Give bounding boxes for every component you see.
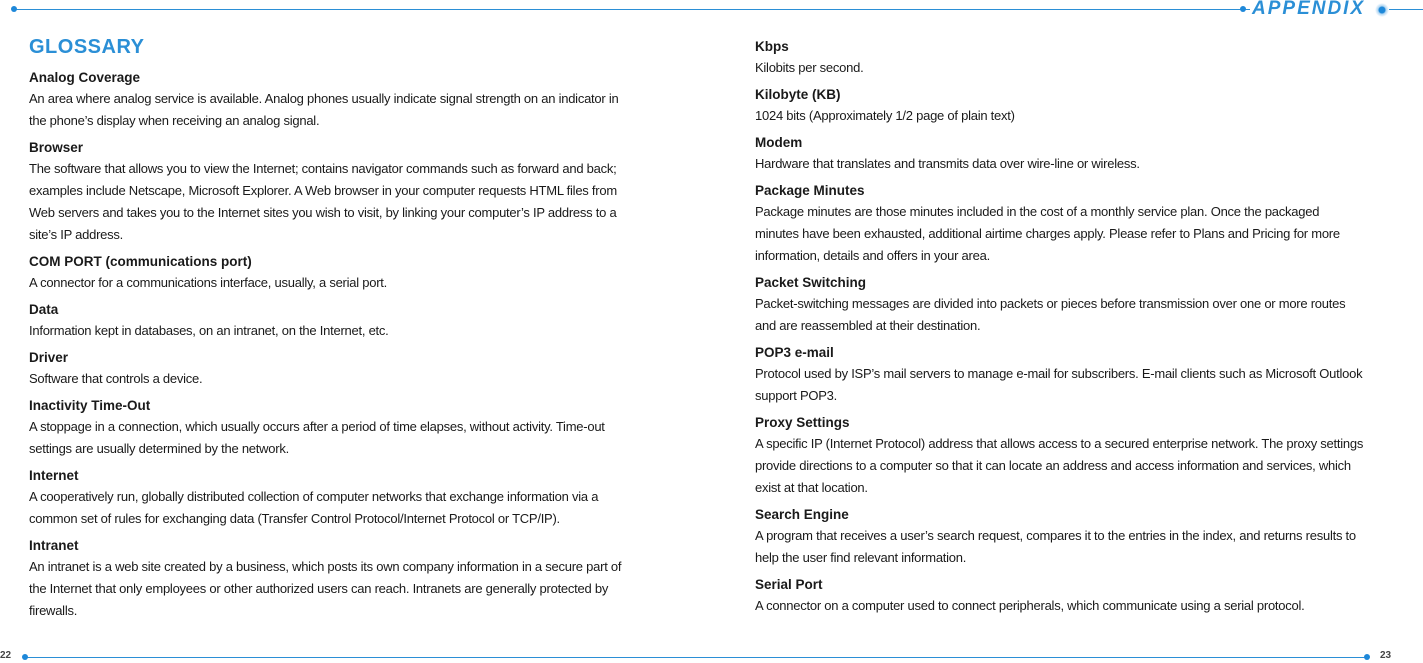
glossary-definition: An area where analog service is available. Analog phones usually indicate signal strength on an indicator in the phone’s display when receiving an analog signal.	[29, 91, 619, 128]
glossary-entry	[29, 252, 639, 294]
bottom-rule	[24, 657, 1367, 658]
glossary-entry	[755, 273, 1365, 337]
glossary-entry	[755, 37, 1365, 79]
glossary-definition: Hardware that translates and transmits data over wire-line or wireless.	[755, 156, 1140, 171]
glossary-term: COM PORT (communications port)	[29, 254, 252, 269]
bottom-rule-dot-right	[1364, 654, 1370, 660]
glossary-entry	[29, 68, 639, 132]
glossary-term: Packet Switching	[755, 275, 867, 290]
glossary-definition: Software that controls a device.	[29, 371, 203, 386]
glossary-definition: The software that allows you to view the Internet; contains navigator commands such as forward and back; examples include Netscape, Microsoft Explorer. A Web browser in your computer requests HTML files from Web servers and takes you to the Internet sites you wish to visit, by linking your computer’s IP address to a site’s IP address.	[29, 161, 617, 242]
glossary-term: Browser	[29, 140, 84, 155]
glossary-term: Kilobyte (KB)	[755, 87, 841, 102]
glossary-definition: A cooperatively run, globally distributed collection of computer networks that exchange information via a common set of rules for exchanging data (Transfer Control Protocol/Internet Protocol or TCP/IP).	[29, 489, 599, 526]
right-column	[755, 37, 1365, 623]
glossary-definition: A connector on a computer used to connect peripherals, which communicate using a serial protocol.	[755, 598, 1305, 613]
glossary-term: Proxy Settings	[755, 415, 850, 430]
glossary-entry	[29, 536, 639, 622]
glossary-definition: A stoppage in a connection, which usually occurs after a period of time elapses, without activity. Time-out settings are usually determined by the network.	[29, 419, 605, 456]
glossary-term: Data	[29, 302, 59, 317]
glossary-term: Modem	[755, 135, 803, 150]
glossary-term: Search Engine	[755, 507, 849, 522]
page-number-right: 23	[1380, 650, 1392, 661]
glossary-entry	[29, 300, 639, 342]
top-rule	[14, 9, 1250, 10]
glossary-entry	[29, 466, 639, 530]
glossary-entry	[755, 181, 1365, 267]
glossary-definition: A connector for a communications interface, usually, a serial port.	[29, 275, 388, 290]
top-rule-tail	[1389, 9, 1423, 10]
glossary-term: Kbps	[755, 39, 789, 54]
glossary-entry	[29, 348, 639, 390]
bottom-rule-dot-left	[22, 654, 28, 660]
glossary-entry	[29, 396, 639, 460]
top-rule-dot-left	[11, 6, 17, 12]
glossary-definition: Packet-switching messages are divided into packets or pieces before transmission over one or more routes and are reassembled at their destination.	[755, 296, 1346, 333]
glossary-definition: Information kept in databases, on an intranet, on the Internet, etc.	[29, 323, 389, 338]
glossary-term: POP3 e-mail	[755, 345, 834, 360]
glossary-definition: 1024 bits (Approximately 1/2 page of plain text)	[755, 108, 1015, 123]
glossary-definition: Kilobits per second.	[755, 60, 864, 75]
glossary-entry	[755, 575, 1365, 617]
left-column	[29, 68, 639, 628]
glossary-entry	[755, 85, 1365, 127]
glossary-title: GLOSSARY	[29, 36, 145, 58]
glossary-term: Analog Coverage	[29, 70, 141, 85]
header-glow-dot	[1375, 3, 1389, 17]
glossary-term: Serial Port	[755, 577, 823, 592]
page-number-left: 22	[0, 650, 12, 661]
glossary-entry	[755, 343, 1365, 407]
glossary-entry	[29, 138, 639, 246]
glossary-definition: Package minutes are those minutes included in the cost of a monthly service plan. Once the packaged minutes have been exhausted, additional airtime charges apply. Please refer to Plans and Pricing for more information, details and offers in your area.	[755, 204, 1340, 263]
glossary-definition: Protocol used by ISP’s mail servers to manage e-mail for subscribers. E-mail clients such as Microsoft Outlook support POP3.	[755, 366, 1363, 403]
glossary-term: Internet	[29, 468, 79, 483]
glossary-term: Driver	[29, 350, 69, 365]
section-label: APPENDIX	[1252, 0, 1366, 19]
glossary-definition: An intranet is a web site created by a business, which posts its own company information in a secure part of the Internet that only employees or other authorized users can reach. Intranets are generally protected by firewalls.	[29, 559, 622, 618]
glossary-entry	[755, 413, 1365, 499]
glossary-entry	[755, 505, 1365, 569]
glossary-definition: A program that receives a user’s search request, compares it to the entries in the index, and returns results to help the user find relevant information.	[755, 528, 1356, 565]
glossary-entry	[755, 133, 1365, 175]
glossary-term: Intranet	[29, 538, 79, 553]
glossary-term: Package Minutes	[755, 183, 865, 198]
glossary-term: Inactivity Time-Out	[29, 398, 151, 413]
glossary-definition: A specific IP (Internet Protocol) address that allows access to a secured enterprise network. The proxy settings provide directions to a computer so that it can locate an address and access information and services, which exist at that location.	[755, 436, 1364, 495]
top-rule-dot-right	[1240, 6, 1246, 12]
